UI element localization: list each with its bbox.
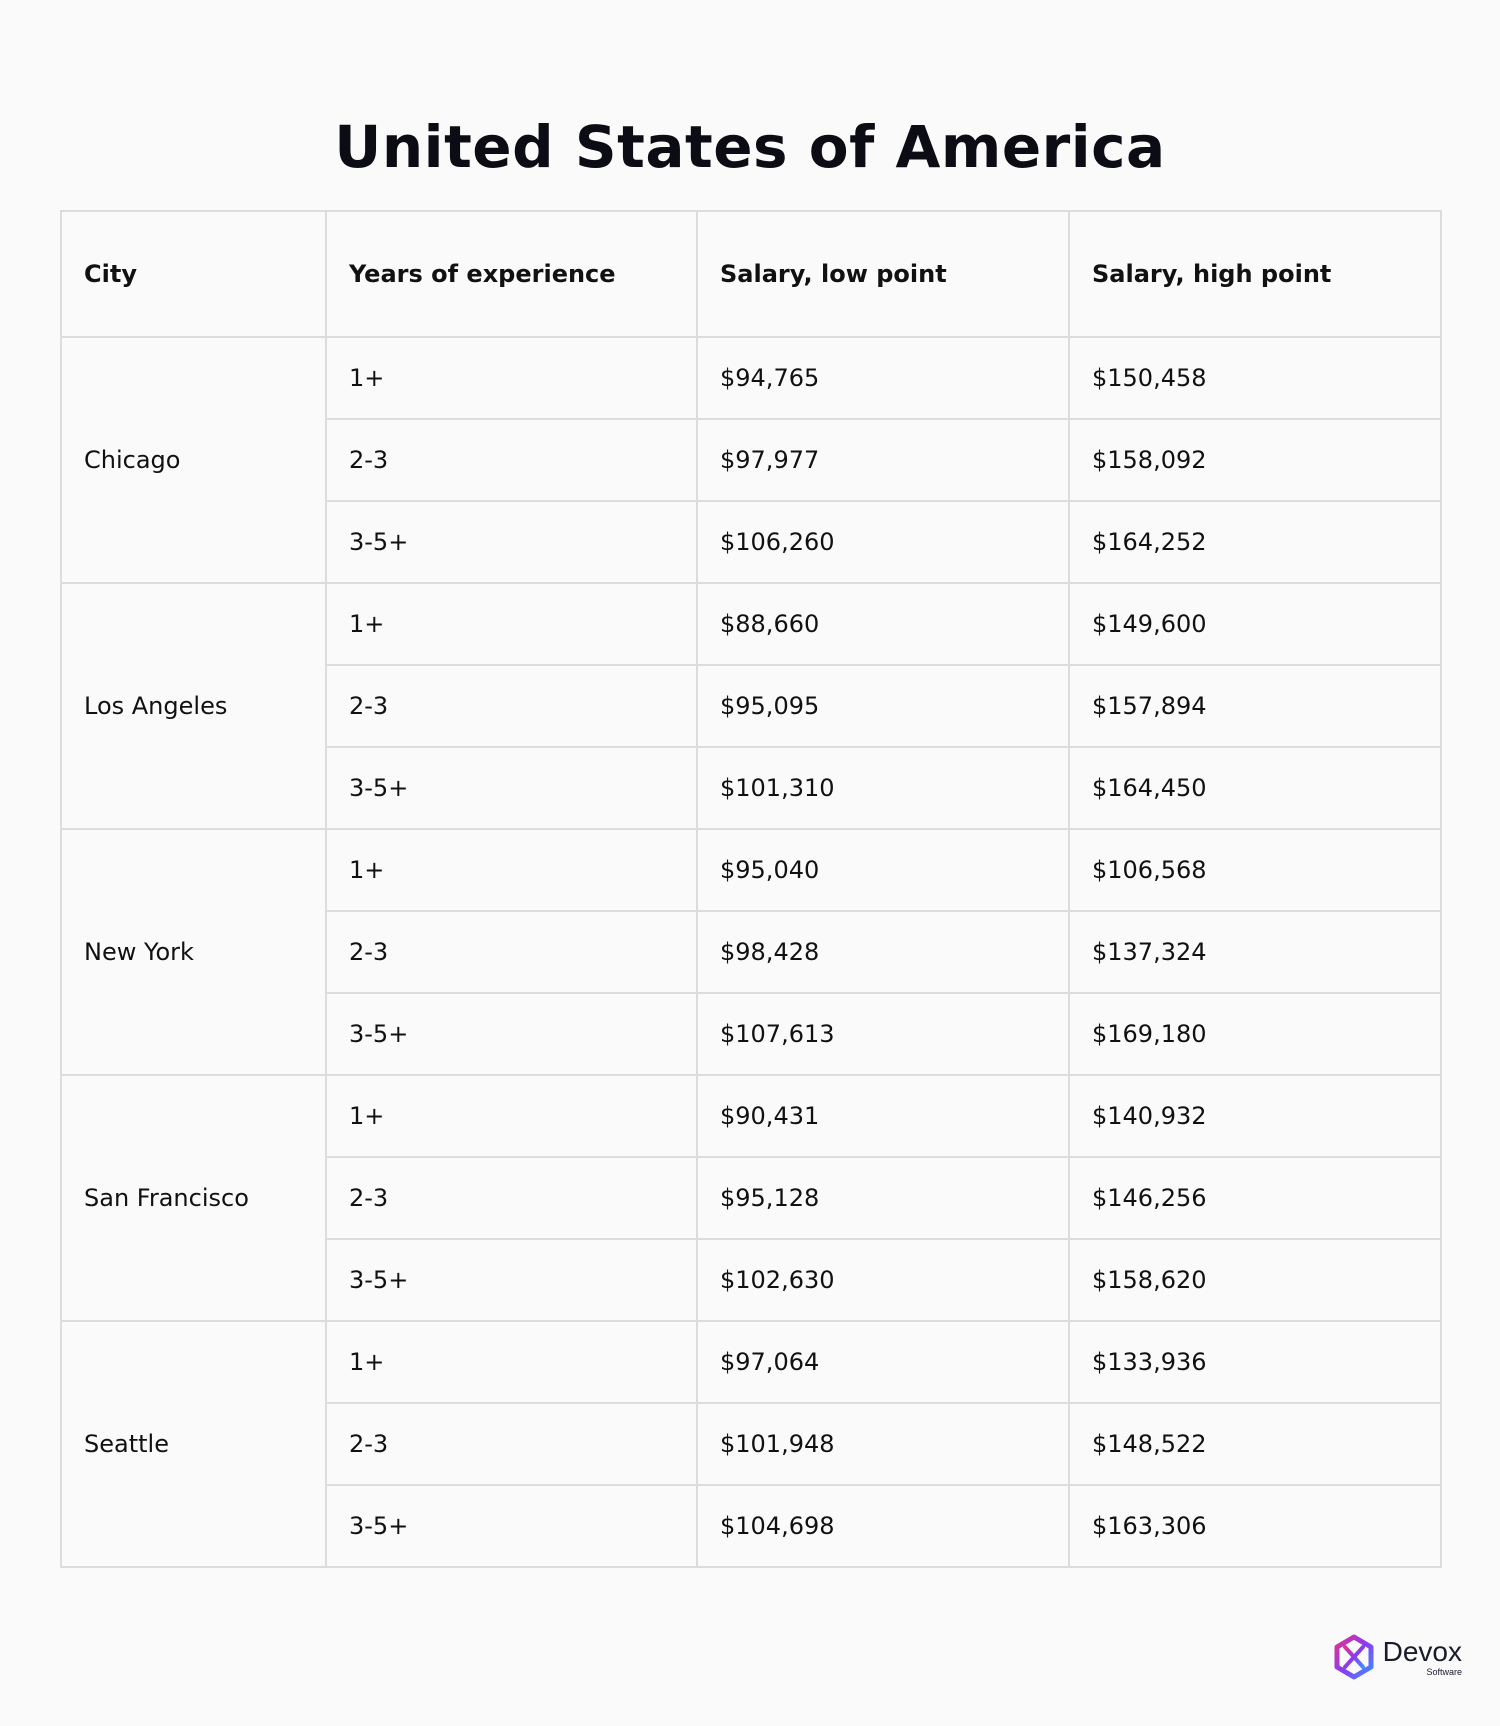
salary-low-cell: $101,948 <box>697 1403 1069 1485</box>
experience-cell: 3-5+ <box>326 501 697 583</box>
salary-low-cell: $107,613 <box>697 993 1069 1075</box>
experience-cell: 1+ <box>326 1321 697 1403</box>
salary-low-cell: $97,977 <box>697 419 1069 501</box>
salary-high-cell: $133,936 <box>1069 1321 1441 1403</box>
salary-low-cell: $88,660 <box>697 583 1069 665</box>
table-row <box>61 1321 1441 1403</box>
salary-high-cell: $137,324 <box>1069 911 1441 993</box>
experience-cell: 2-3 <box>326 419 697 501</box>
table-row <box>61 829 1441 911</box>
experience-cell: 3-5+ <box>326 1239 697 1321</box>
city-cell: Seattle <box>61 1321 326 1567</box>
salary-low-cell: $102,630 <box>697 1239 1069 1321</box>
experience-cell: 3-5+ <box>326 993 697 1075</box>
experience-cell: 3-5+ <box>326 747 697 829</box>
logo-name: Devox <box>1382 1635 1462 1667</box>
salary-high-cell: $158,092 <box>1069 419 1441 501</box>
page-title: United States of America <box>334 112 1166 181</box>
experience-cell: 1+ <box>326 337 697 419</box>
experience-cell: 2-3 <box>326 911 697 993</box>
salary-high-cell: $158,620 <box>1069 1239 1441 1321</box>
table-row <box>61 1075 1441 1157</box>
salary-low-cell: $98,428 <box>697 911 1069 993</box>
salary-high-cell: $148,522 <box>1069 1403 1441 1485</box>
table-row <box>61 583 1441 665</box>
table-row <box>61 337 1441 419</box>
experience-cell: 3-5+ <box>326 1485 697 1567</box>
table-header-row <box>61 211 1441 337</box>
salary-low-cell: $94,765 <box>697 337 1069 419</box>
salary-high-cell: $140,932 <box>1069 1075 1441 1157</box>
salary-low-cell: $101,310 <box>697 747 1069 829</box>
logo-subtitle: Software <box>1426 1666 1462 1677</box>
salary-high-cell: $150,458 <box>1069 337 1441 419</box>
salary-high-cell: $149,600 <box>1069 583 1441 665</box>
experience-cell: 2-3 <box>326 665 697 747</box>
salary-high-cell: $164,252 <box>1069 501 1441 583</box>
salary-high-cell: $106,568 <box>1069 829 1441 911</box>
salary-low-cell: $95,040 <box>697 829 1069 911</box>
experience-cell: 1+ <box>326 583 697 665</box>
salary-high-cell: $169,180 <box>1069 993 1441 1075</box>
header-experience: Years of experience <box>326 211 697 337</box>
devox-logo-icon <box>1331 1634 1377 1680</box>
experience-cell: 1+ <box>326 829 697 911</box>
experience-cell: 1+ <box>326 1075 697 1157</box>
city-cell: San Francisco <box>61 1075 326 1321</box>
salary-low-cell: $97,064 <box>697 1321 1069 1403</box>
header-salary-low: Salary, low point <box>697 211 1069 337</box>
devox-logo <box>1331 1634 1462 1680</box>
experience-cell: 2-3 <box>326 1157 697 1239</box>
salary-low-cell: $95,095 <box>697 665 1069 747</box>
header-city: City <box>61 211 326 337</box>
header-salary-high: Salary, high point <box>1069 211 1441 337</box>
city-cell: Los Angeles <box>61 583 326 829</box>
salary-high-cell: $163,306 <box>1069 1485 1441 1567</box>
salary-low-cell: $90,431 <box>697 1075 1069 1157</box>
salary-low-cell: $104,698 <box>697 1485 1069 1567</box>
salary-high-cell: $164,450 <box>1069 747 1441 829</box>
salary-table <box>60 210 1442 1568</box>
salary-low-cell: $95,128 <box>697 1157 1069 1239</box>
salary-low-cell: $106,260 <box>697 501 1069 583</box>
city-cell: New York <box>61 829 326 1075</box>
city-cell: Chicago <box>61 337 326 583</box>
experience-cell: 2-3 <box>326 1403 697 1485</box>
salary-high-cell: $157,894 <box>1069 665 1441 747</box>
salary-high-cell: $146,256 <box>1069 1157 1441 1239</box>
